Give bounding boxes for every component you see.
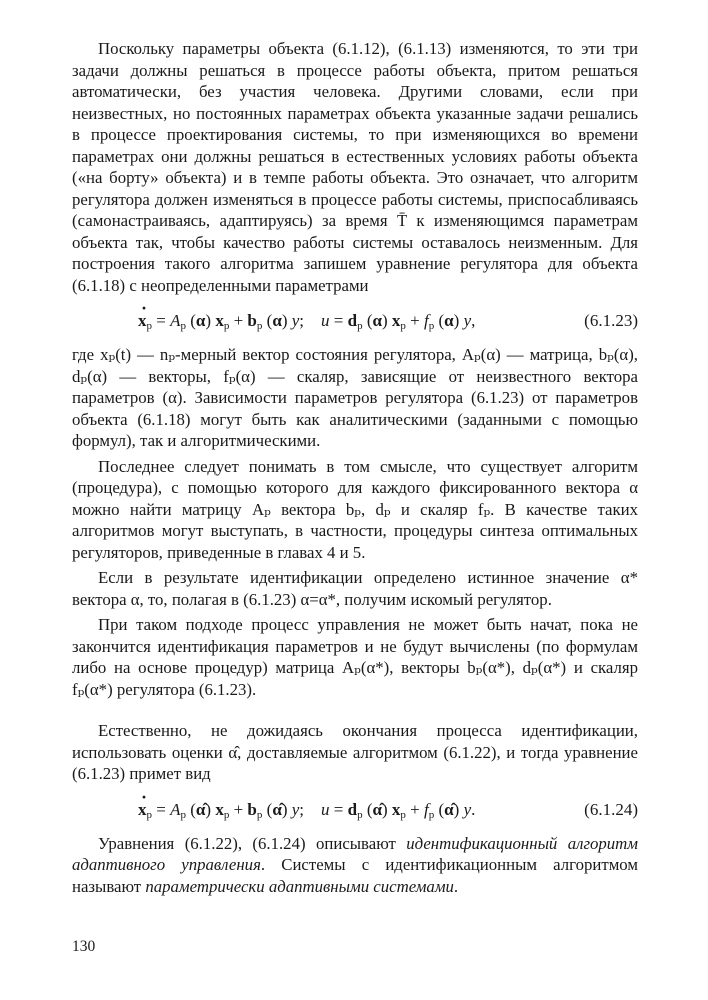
page-number: 130 xyxy=(72,938,96,955)
paragraph-7-middle: . Системы с идентификационным алгоритмом называют xyxy=(72,855,638,896)
paragraph-6: Естественно, не дожидаясь окончания процесса идентификации, использовать оценки α̂, доставляемые алгоритмом (6.1.22), и тогда уравнение (6.1.23) примет вид xyxy=(72,721,638,783)
equation-number: (6.1.23) xyxy=(584,311,638,330)
paragraph-7-end: . xyxy=(453,876,459,896)
page-body xyxy=(72,38,638,897)
equation-6-1-23-formula: $x \cdot_р = A_р$ (α) $x_р + b_р$ (α) y; $u = d_р$ (α) $x_р + f_р$ (α) y, xyxy=(138,306,475,336)
term-identification-algorithm: идентификационный алгоритм адаптивного управления xyxy=(72,833,638,874)
equation-6-1-23 xyxy=(72,306,638,336)
paragraph-7-start: Уравнения (6.1.22), (6.1.24) описывают xyxy=(98,833,407,853)
paragraph-7 xyxy=(72,833,638,898)
paragraph-4: Если в результате идентификации определено истинное значение α* вектора α, то, полагая в (6.1.23) α=α*, получим искомый регулятор. xyxy=(72,568,638,609)
term-parametric-adaptive-systems: параметрически адаптивными системами xyxy=(145,876,454,896)
paragraph-3: Последнее следует понимать в том смысле, что существует алгоритм (процедура), с помощью которого для каждого фиксированного вектора α можно найти матрицу Aₚ вектора bₚ, dₚ и скаляр fₚ. В качестве таких алгоритмов могут выступать, в частности, процедуры синтеза оптимальных регуляторов, приведенные в главах 4 и 5. xyxy=(72,456,638,562)
paragraph-1: Поскольку параметры объекта (6.1.12), (6.1.13) изменяются, то эти три задачи должны решаться в процессе работы объекта, притом решаться автоматически, без участия человека. Другими словами, если при неизвестных, но постоянных параметрах объекта указанные задачи решались в процессе проектирования системы, то при изменяющихся во времени параметрах они должны решаться в естественных условиях работы объекта («на борту» объекта) и в темпе работы объекта. Это означает, что алгоритм регулятора должен изменяться в процессе работы системы, приспосабливаясь (самонастраиваясь, адаптируясь) за время T̄ к изменяющимся параметрам объекта так, чтобы качество работы системы оставалось неизменным. Для построения такого алгоритма запишем уравнение регулятора для объекта (6.1.18) с неопределенными параметрами xyxy=(72,39,638,295)
paragraph-5: При таком подходе процесс управления не может быть начат, пока не закончится идентификация параметров и не будут вычислены (по формулам либо на основе процедур) матрица Aₚ(α*), векторы bₚ(α*), dₚ(α*) и скаляр fₚ(α*) регулятора (6.1.23). xyxy=(72,615,638,699)
equation-6-1-24-formula: $x \cdot_р = A_р$ (α̂) $x_р + b_р$ (α̂) y; $u = d_р$ (α̂) $x_р + f_р$ (α̂) y. xyxy=(138,795,475,825)
equation-number: (6.1.24) xyxy=(584,799,638,819)
paragraph-2: где xₚ(t) — nₚ-мерный вектор состояния регулятора, Aₚ(α) — матрица, bₚ(α), dₚ(α) — векторы, fₚ(α) — скаляр, зависящие от неизвестного вектора параметров (α). Зависимости параметров регулятора (6.1.23) от параметров объекта (6.1.18) могут быть как аналитическими (заданными с помощью формул), так и алгоритмическими. xyxy=(72,345,638,450)
equation-6-1-24 xyxy=(72,795,638,825)
